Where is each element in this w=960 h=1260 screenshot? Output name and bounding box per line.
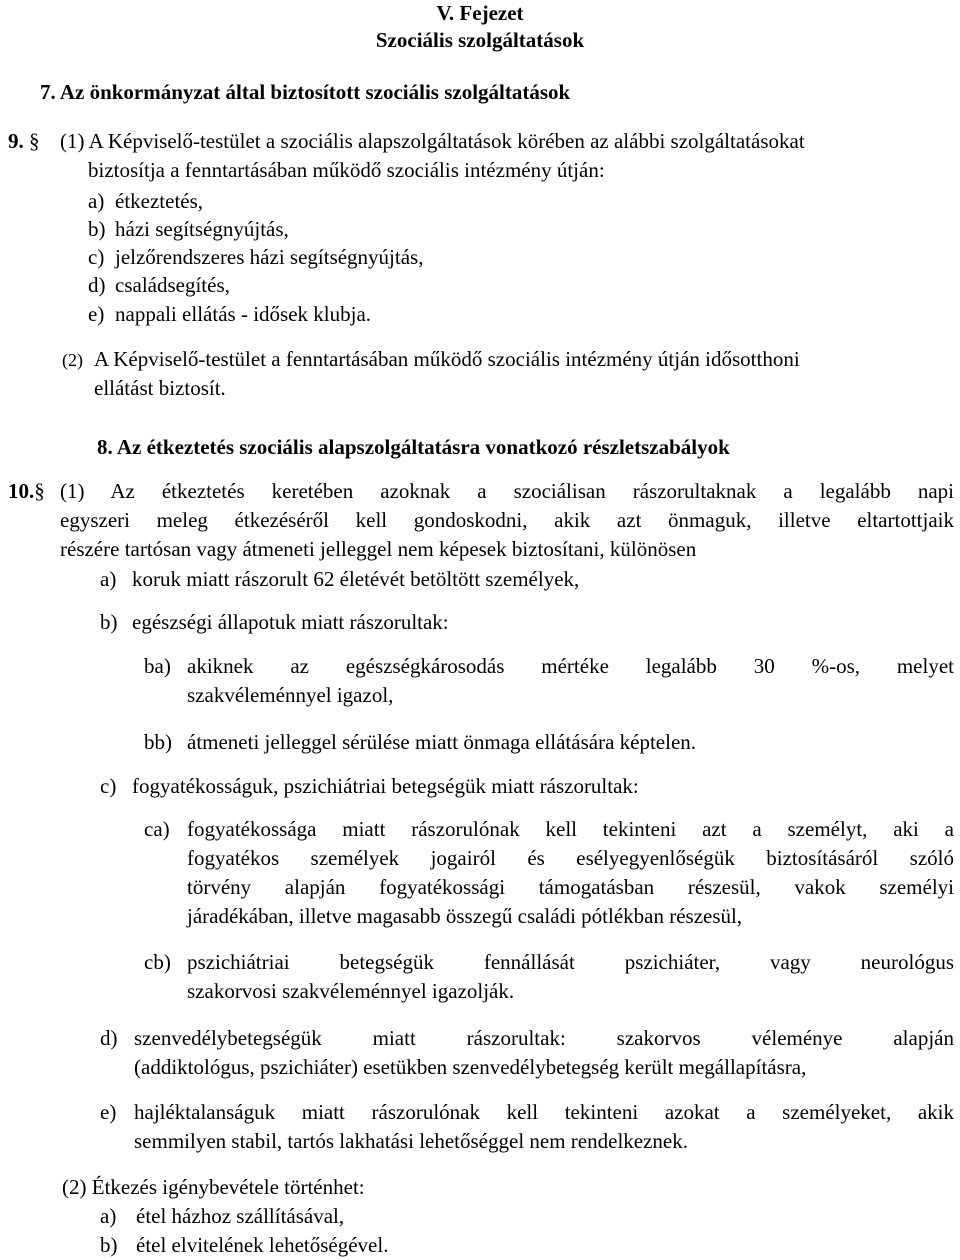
section-sign: §: [29, 129, 40, 153]
para10-p1-line1: (1) Az étkeztetés keretében azoknak a szociálisan rászorultaknak a legalább napi: [60, 479, 954, 503]
para9-p2-line1: A Képviselő-testület a fenntartásában működő szociális intézmény útján idősotthoni: [94, 347, 800, 371]
sublist-line: törvény alapján fogyatékossági támogatásban részesül, vakok személyi: [187, 875, 954, 899]
list-item: a) étkeztetés,: [88, 189, 204, 213]
list-item: b) egészségi állapotuk miatt rászorultak:: [100, 610, 449, 634]
list-line: hajléktalanságuk miatt rászorulónak kell tekinteni azokat a személyeket, akik: [134, 1100, 954, 1124]
sublist-line: pszichiátriai betegségük fennállását pszichiáter, vagy neurológus: [187, 950, 954, 974]
list-letter: e): [100, 1100, 117, 1124]
list-item: a) étel házhoz szállításával,: [100, 1204, 345, 1228]
para10-p1-line3: részére tartósan vagy átmeneti jelleggel nem képesek biztosítani, különösen: [60, 537, 697, 561]
section-sign: §: [34, 479, 45, 503]
section-heading-7: 7. Az önkormányzat által biztosított szociális szolgáltatások: [40, 80, 571, 104]
list-item: b) házi segítségnyújtás,: [88, 217, 289, 241]
sublist-line: átmeneti jelleggel sérülése miatt önmaga ellátására képtelen.: [187, 730, 697, 754]
sublist-line: szakvéleménnyel igazol,: [187, 683, 394, 707]
sublist-letter: ca): [144, 817, 170, 841]
list-item: c) fogyatékosságuk, pszichiátriai betegségük miatt rászorultak:: [100, 774, 639, 798]
para9-p1-line1: (1) A Képviselő-testület a szociális alapszolgáltatások körében az alábbi szolgáltatásokat: [60, 129, 805, 153]
sublist-line: fogyatékossága miatt rászorulónak kell tekinteni azt a személyt, aki a: [187, 817, 954, 841]
sublist-letter: bb): [144, 730, 172, 754]
list-item: a) koruk miatt rászorult 62 életévét betöltött személyek,: [100, 567, 580, 591]
section-heading-8: 8. Az étkeztetés szociális alapszolgáltatásra vonatkozó részletszabályok: [97, 435, 730, 459]
sublist-line: akiknek az egészségkárosodás mértéke legalább 30 %-os, melyet: [187, 654, 954, 678]
para9-p2-number: (2): [62, 350, 83, 370]
paragraph-marker-9: [8, 128, 40, 154]
para10-p2: (2) Étkezés igénybevétele történhet:: [62, 1175, 365, 1199]
list-line: semmilyen stabil, tartós lakhatási lehetőséggel nem rendelkeznek.: [134, 1129, 688, 1153]
sublist-line: fogyatékos személyek jogairól és esélyegyenlőségük biztosításáról szóló: [187, 846, 954, 870]
chapter-number: V. Fejezet: [436, 1, 524, 25]
para9-p2-line2: ellátást biztosít.: [94, 376, 226, 400]
sublist-line: szakorvosi szakvéleménnyel igazolják.: [187, 979, 515, 1003]
chapter-title: Szociális szolgáltatások: [375, 28, 585, 52]
list-item: d) családsegítés,: [88, 273, 230, 297]
list-line: szenvedélybetegségük miatt rászorultak: szakorvos véleménye alapján: [134, 1026, 954, 1050]
list-item: b) étel elvitelének lehetőségével.: [100, 1233, 389, 1257]
list-line: (addiktológus, pszichiáter) esetükben szenvedélybetegség került megállapításra,: [134, 1055, 807, 1079]
paragraph-number: 9.: [8, 129, 24, 153]
sublist-line: járadékában, illetve magasabb összegű családi pótlékban részesül,: [187, 904, 743, 928]
paragraph-number: 10.: [8, 479, 35, 503]
sublist-letter: ba): [144, 654, 171, 678]
list-letter: d): [100, 1026, 118, 1050]
sublist-letter: cb): [144, 950, 171, 974]
para9-p1-line2: biztosítja a fenntartásában működő szociális intézmény útján:: [88, 158, 605, 182]
list-item: c) jelzőrendszeres házi segítségnyújtás,: [88, 245, 424, 269]
para10-p1-line2: egyszeri meleg étkezéséről kell gondoskodni, akik azt önmaguk, illetve eltartottjaik: [60, 508, 954, 532]
list-item: e) nappali ellátás - idősek klubja.: [88, 302, 372, 326]
paragraph-marker-10: [8, 478, 45, 504]
